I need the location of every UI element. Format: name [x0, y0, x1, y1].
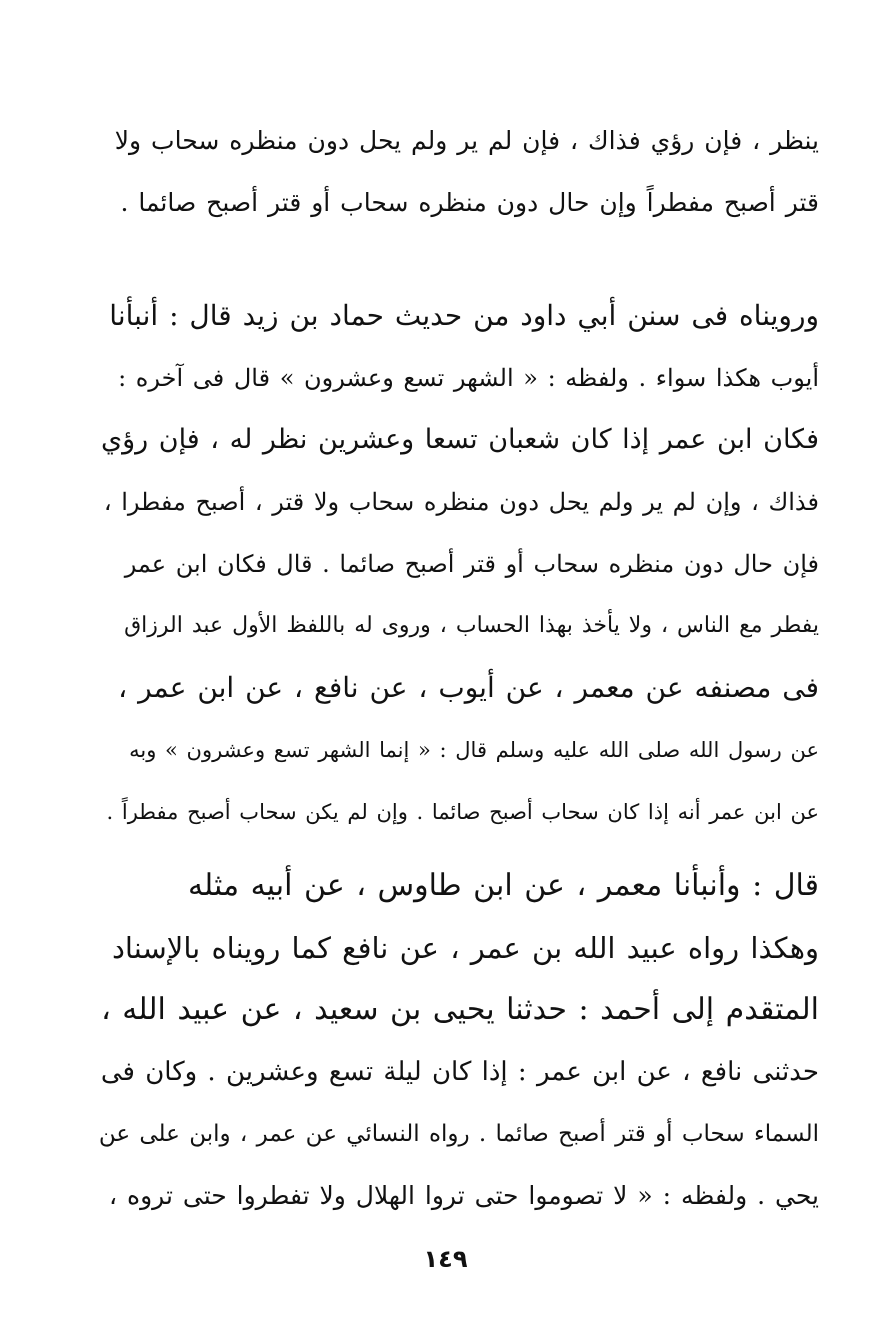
- page-number: ١٤٩: [423, 1245, 468, 1273]
- paragraph-3: [99, 855, 819, 1227]
- text-line: قتر أصبح مفطراً وإن حال دون منظره سحاب أو قتر أصبح صائما .: [120, 188, 819, 217]
- text-line: ينظر ، فإن رؤي فذاك ، فإن لم ير ولم يحل دون منظره سحاب ولا: [114, 126, 819, 155]
- text-line: فذاك ، وإن لم ير ولم يحل دون منظره سحاب ولا قتر ، أصبح مفطرا ،: [103, 488, 819, 516]
- text-line: عن ابن عمر أنه إذا كان سحاب أصبح صائما . وإن لم يكن سحاب أصبح مفطراً .: [106, 800, 819, 824]
- text-line: فى مصنفه عن معمر ، عن أيوب ، عن نافع ، عن ابن عمر ،: [118, 671, 819, 704]
- text-line: أيوب هكذا سواء . ولفظه : « الشهر تسع وعشرون » قال فى آخره :: [118, 364, 819, 392]
- text-line: يفطر مع الناس ، ولا يأخذ بهذا الحساب ، وروى له باللفظ الأول عبد الرزاق: [124, 613, 819, 638]
- text-line: فكان ابن عمر إذا كان شعبان تسعا وعشرين نظر له ، فإن رؤي: [100, 424, 819, 455]
- text-line: عن رسول الله صلى الله عليه وسلم قال : « إنما الشهر تسع وعشرون » وبه: [129, 738, 819, 762]
- text-line: فإن حال دون منظره سحاب أو قتر أصبح صائما . قال فكان ابن عمر: [124, 550, 819, 578]
- text-line: وهكذا رواه عبيد الله بن عمر ، عن نافع كما رويناه بالإسناد: [112, 931, 819, 965]
- text-line: السماء سحاب أو قتر أصبح صائما . رواه النسائي عن عمر ، وابن على عن: [99, 1121, 819, 1147]
- paragraph-1: [99, 110, 819, 234]
- text-line: يحي . ولفظه : « لا تصوموا حتى تروا الهلال ولا تفطروا حتى تروه ،: [108, 1181, 819, 1210]
- text-line: قال : وأنبأنا معمر ، عن ابن طاوس ، عن أبيه مثله: [187, 868, 819, 903]
- text-line: ورويناه فى سنن أبي داود من حديث حماد بن زيد قال : أنبأنا: [109, 299, 819, 332]
- text-line: حدثنى نافع ، عن ابن عمر : إذا كان ليلة تسع وعشرين . وكان فى: [100, 1057, 819, 1087]
- paragraph-2: [99, 285, 819, 843]
- text-line: المتقدم إلى أحمد : حدثنا يحيى بن سعيد ، عن عبيد الله ،: [101, 992, 819, 1027]
